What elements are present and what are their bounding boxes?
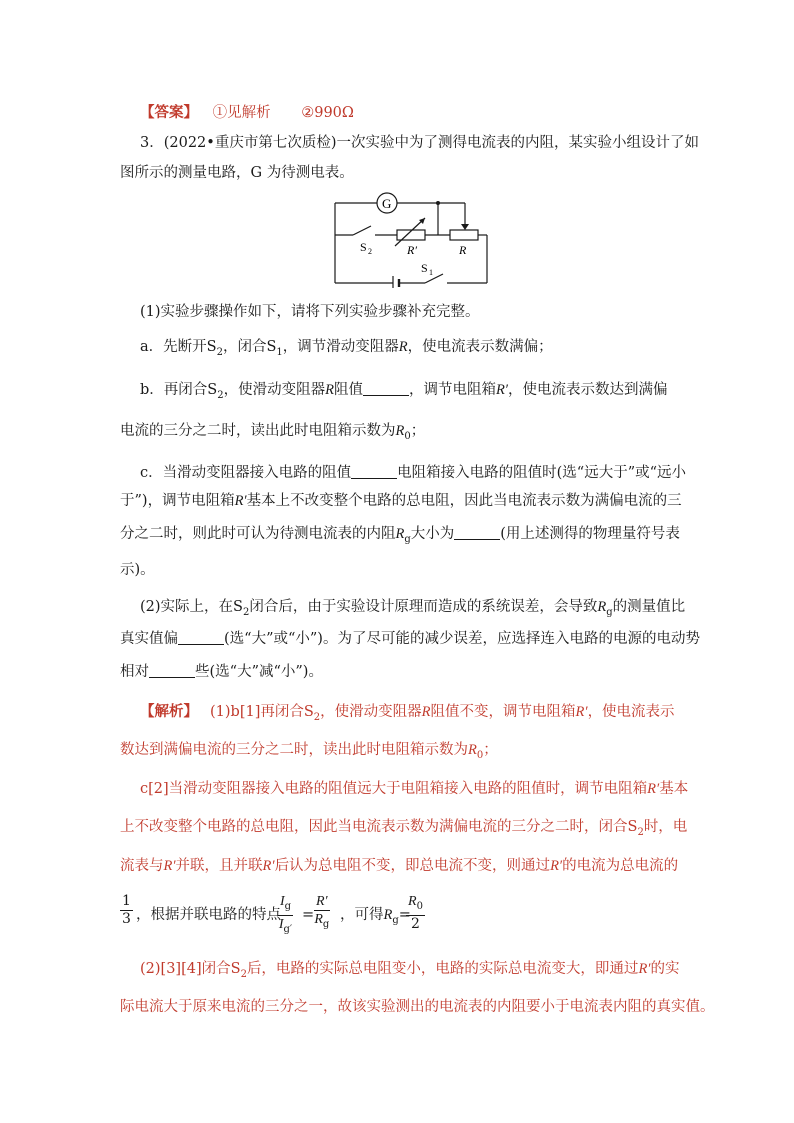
fraction-current-num	[278, 893, 293, 916]
question-line-1: 3．(2022•重庆市第七次质检)一次实验中为了测得电流表的内阻，某实验小组设计了如	[140, 135, 699, 151]
analysis-l5-text-b: 并联，且并联	[175, 858, 263, 874]
fraction-result-num-sym: R	[408, 894, 417, 909]
part2-line3-text-b: 些(选“大”减“小”)。	[195, 664, 323, 680]
fraction-current-num-sym: I	[280, 894, 285, 909]
step-c-line3-text-c: (用上述测得的物理量符号表	[500, 526, 680, 542]
part2-line-3	[120, 662, 323, 682]
analysis-line-4	[120, 817, 687, 843]
analysis-l1-sym-2: R′	[575, 704, 588, 720]
circuit-diagram	[325, 188, 495, 288]
r-box	[450, 230, 478, 240]
step-b-text-1: b．再闭合S	[140, 382, 218, 398]
analysis-l2-text-a: 数达到满偏电流的三分之二时，读出此时电阻箱示数为	[120, 742, 468, 758]
step-a-text-4: ，使电流表示数满偏；	[407, 339, 553, 355]
analysis-l7-sub: 2	[240, 969, 247, 980]
fraction-resistance-den-sub: g	[322, 919, 330, 930]
blank-1[interactable]	[363, 381, 409, 396]
answer-tag: 【答案】	[140, 104, 198, 121]
analysis-l4-text-a: 上不改变整个电路的总电阻，因此当电流表示数为满偏电流的三分之二时，闭合S	[120, 819, 638, 835]
analysis-l7-text-b: 后，电路的实际总电阻变小，电路的实际总电流变大，即通过	[246, 961, 639, 977]
analysis-l3-sym: R′	[647, 781, 660, 797]
blank-2[interactable]	[351, 464, 397, 479]
analysis-l1-text-b: ，使滑动变阻器	[320, 704, 422, 720]
rprime-label: R′	[407, 243, 417, 257]
fraction-resistance-den-sym: R	[314, 912, 323, 927]
analysis-l1-text-a: (1)b[1]再闭合S	[210, 704, 314, 720]
analysis-l6-text-b	[340, 905, 411, 931]
fraction-current-ratio	[278, 893, 293, 938]
question-line-2: 图所示的测量电路，G 为待测电表。	[120, 165, 354, 181]
part2-line1-sub-2: g	[606, 607, 613, 618]
analysis-l5-sym: R′	[163, 858, 176, 874]
part2-line2-text-b: (选“大”或“小”)。为了尽可能的减少误差，应选择连入电路的电源的电动势	[224, 631, 700, 647]
step-b-text-3: 阻值	[333, 382, 363, 398]
blank-3[interactable]	[454, 525, 500, 540]
fraction-result-num	[406, 893, 425, 916]
answer-part2: ②990Ω	[301, 105, 354, 121]
step-b-sym: R	[325, 382, 334, 398]
answer-line	[140, 103, 354, 123]
fraction-current-den-sym: I	[278, 917, 284, 932]
slider-arrowhead	[461, 224, 469, 230]
part2-line1-sym: R	[597, 599, 607, 615]
fraction-one-third	[120, 893, 133, 928]
fraction-current-num-sub: g	[284, 901, 292, 912]
fraction-result-num-sub: 0	[416, 901, 423, 912]
analysis-l5-sym-3: R′	[550, 858, 563, 874]
fraction-one-third-den: 3	[122, 911, 131, 927]
part2-line-2	[120, 629, 700, 649]
step-a-text-1: a．先断开S	[140, 339, 217, 355]
fraction-resistance-num	[314, 893, 330, 911]
analysis-line-7	[140, 959, 679, 985]
step-b-line2-end: ；	[410, 423, 426, 439]
analysis-l4-text-b: 时，电	[643, 819, 688, 835]
fraction-resistance-ratio	[314, 893, 330, 933]
part2-line1-text-c: 的测量值比	[612, 599, 686, 615]
step-b-line-2	[120, 421, 425, 447]
step-c-line2-sym: R′	[234, 493, 247, 509]
fraction-one-third-num: 1	[122, 893, 131, 909]
step-b-line-1	[140, 380, 667, 406]
fraction-resistance-num-sym: R′	[316, 894, 328, 909]
step-c-line-1	[140, 463, 686, 483]
analysis-l5-text-d: 的电流为总电流的	[562, 858, 679, 874]
step-a-sub-1: 2	[216, 347, 223, 358]
step-b-text-4: ，调节电阻箱	[408, 382, 496, 398]
step-b-sub-1: 2	[217, 390, 224, 401]
part2-line3-text-a: 相对	[120, 664, 149, 680]
equals-1: =	[302, 907, 315, 923]
blank-4[interactable]	[178, 630, 224, 645]
answer-part1: ①见解析	[212, 105, 271, 121]
analysis-line-5	[120, 856, 678, 876]
s2-label: S	[360, 240, 367, 254]
analysis-l6-sym: R	[383, 907, 393, 923]
analysis-l5-sym-2: R′	[262, 858, 275, 874]
part2-line1-sub: 2	[242, 607, 250, 618]
analysis-l6-text-a: ，根据并联电路的特点	[136, 907, 281, 923]
analysis-line-8: 际电流大于原来电流的三分之一，故该实验测出的电流表的内阻要小于电流表内阻的真实值。	[120, 999, 715, 1015]
analysis-line-3	[140, 779, 688, 799]
rprime-arrow	[395, 218, 425, 246]
analysis-l3-text-b: 基本	[659, 781, 689, 797]
s1-label: S	[421, 261, 428, 275]
step-a-sym: R	[398, 339, 408, 355]
fraction-current-den	[279, 916, 292, 938]
part2-line2-text-a: 真实值偏	[120, 631, 178, 647]
step-c-line3-sym: R	[395, 526, 405, 542]
fraction-resistance-den	[314, 911, 329, 933]
s2-switch-blade	[353, 226, 371, 235]
step-intro: (1)实验步骤操作如下，请将下列实验步骤补充完整。	[140, 304, 480, 320]
step-c-line3-sub: g	[404, 534, 411, 545]
step-b-line2-text: 电流的三分之二时，读出此时电阻箱示数为	[120, 423, 396, 439]
analysis-line-1	[140, 702, 675, 728]
analysis-l7-sym: R′	[638, 961, 651, 977]
analysis-l7-text-a: (2)[3][4]闭合S	[140, 961, 241, 977]
step-a-sub-2: 1	[276, 347, 283, 358]
s2-label-sub: 2	[368, 247, 372, 256]
part2-line1-text-b: 闭合后，由于实验设计原理而造成的系统误差，会导致	[249, 599, 598, 615]
step-c-line-2	[120, 491, 682, 511]
equals-2: =	[398, 907, 411, 923]
step-c-line-3	[120, 524, 680, 550]
step-a	[140, 337, 553, 363]
step-a-text-3: ，调节滑动变阻器	[282, 339, 399, 355]
junction-dot	[436, 201, 440, 205]
analysis-l5-text-c: 后认为总电阻不变，即总电流不变，则通过	[274, 858, 551, 874]
step-c-line-4: 示)。	[120, 562, 155, 578]
analysis-l3-text-a: c[2]当滑动变阻器接入电路的阻值远大于电阻箱接入电路的阻值时，调节电阻箱	[140, 781, 648, 797]
analysis-tag: 【解析】	[140, 703, 198, 720]
analysis-l6-b: ，可得	[340, 907, 384, 923]
analysis-l1-sym: R	[421, 704, 431, 720]
step-b-line2-sym: R	[395, 423, 405, 439]
s1-label-sub: 1	[429, 268, 433, 277]
analysis-l4-sub: 2	[637, 827, 644, 838]
step-c-line1-text-a: c．当滑动变阻器接入电路的阻值	[140, 465, 352, 481]
analysis-l7-text-c: 的实	[650, 961, 680, 977]
fraction-result	[406, 893, 425, 933]
analysis-l1-sub: 2	[313, 712, 321, 723]
part2-line1-text-a: (2)实际上，在S	[140, 599, 243, 615]
step-c-line2-text-b: 基本上不改变整个电路的总电阻，因此当电流表示数为满偏电流的三	[246, 493, 682, 509]
galvanometer-label: G	[382, 196, 392, 211]
analysis-l2-sym: R	[468, 742, 477, 758]
step-b-sym-2: R′	[495, 382, 508, 398]
r-label: R	[459, 243, 467, 257]
step-c-line3-text-b: 大小为	[410, 526, 455, 542]
analysis-l1-text-c: 阻值不变，调节电阻箱	[430, 704, 576, 720]
step-b-text-5: ，使电流表示数达到满偏	[507, 382, 668, 398]
analysis-l2-sub: 0	[476, 750, 484, 761]
step-b-line2-sub: 0	[404, 431, 411, 442]
analysis-l2-end: ；	[483, 742, 498, 758]
fraction-result-den: 2	[411, 916, 420, 932]
part2-line-1	[140, 597, 685, 623]
step-c-line2-text-a: 于”)，调节电阻箱	[120, 493, 235, 509]
fraction-current-den-sub: g′	[283, 924, 293, 935]
analysis-line-2	[120, 740, 498, 766]
step-c-line1-text-b: 电阻箱接入电路的阻值时(选“远大于”或“远小	[397, 465, 687, 481]
blank-5[interactable]	[149, 663, 195, 678]
step-c-line3-text-a: 分之二时，则此时可认为待测电流表的内阻	[120, 526, 396, 542]
analysis-l1-text-d: ，使电流表示	[587, 704, 675, 720]
step-b-text-2: ，使滑动变阻器	[223, 382, 326, 398]
analysis-l6-sub: g	[392, 915, 399, 926]
analysis-l5-text-a: 流表与	[120, 858, 164, 874]
s1-switch-blade	[425, 274, 443, 283]
step-a-text-2: ，闭合S	[222, 339, 277, 355]
